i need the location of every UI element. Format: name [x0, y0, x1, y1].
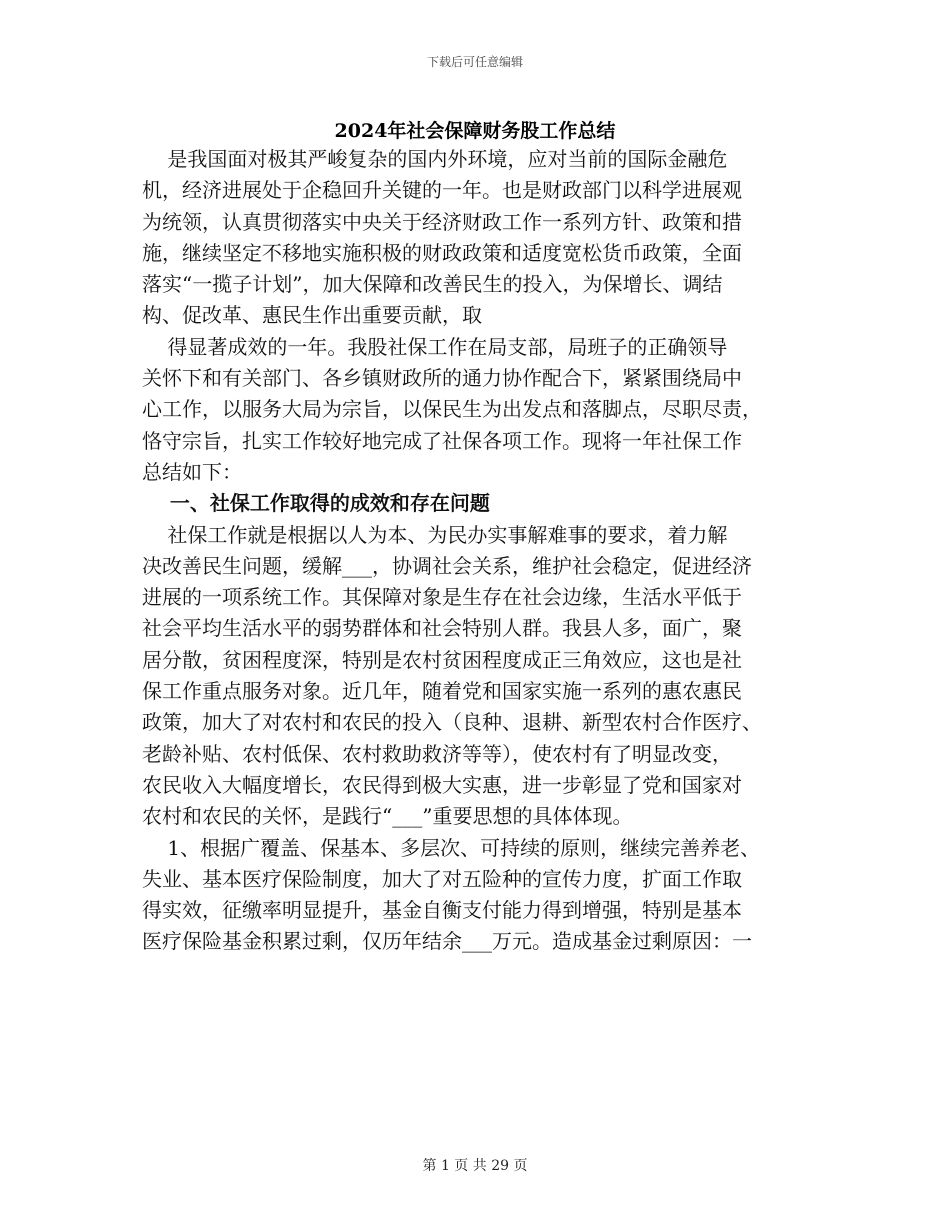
paragraph-intro: 是我国面对极其严峻复杂的国内外环境，应对当前的国际金融危 机，经济进展处于企稳回升关键的一年。也是财政部门以科学进展观 为统领，认真贯彻落实中央关于经济财政工作一系列方针、政策和措 施，继续坚定不移地实施积极的财政政策和适度宽松货币政策，全面 落实“一揽子计划”，加大保障和改善民生的投入，为保增长、调结 构、促改革、惠民生作出重要贡献，取: [142, 147, 742, 328]
paragraph-insurance: 1、根据广覆盖、保基本、多层次、可持续的原则，继续完善养老、 失业、基本医疗保险制度，加大了对五险种的宣传力度，扩面工作取 得实效，征缴率明显提升，基金自衡支付能力得到增强，特别是基本 医疗保险基金积累过剩，仅历年结余___万元。造成基金过剩原因：一: [142, 835, 761, 954]
document-title: 2024年社会保障财务股工作总结: [334, 120, 616, 142]
paragraph-achievements: 得显著成效的一年。我股社保工作在局支部，局班子的正确领导 关怀下和有关部门、各乡镇财政所的通力协作配合下，紧紧围绕局中 心工作，以服务大局为宗旨，以保民生为出发点和落脚点，尽职尽责， 恪守宗旨，扎实工作较好地完成了社保各项工作。现将一年社保工作 总结如下：: [142, 334, 762, 484]
header-note: 下载后可任意编辑: [426, 55, 523, 69]
section-heading: 一、社保工作取得的成效和存在问题: [142, 491, 490, 516]
document-body: [142, 144, 822, 958]
paragraph-social-security: 社保工作就是根据以人为本、为民办实事解难事的要求，着力解 决改善民生问题，缓解___，协调社会关系，维护社会稳定，促进经济 进展的一项系统工作。其保障对象是生存在社会边缘，生活水平低于 社会平均生活水平的弱势群体和社会特别人群。我县人多，面广，聚 居分散，贫困程度深，特别是农村贫困程度成正三角效应，这也是社 保工作重点服务对象。近几年，随着党和国家实施一系列的惠农惠民 政策，加大了对农村和农民的投入（良种、退耕、新型农村合作医疗、 老龄补贴、农村低保、农村救助救济等等），使农村有了明显改变， 农民收入大幅度增长，农民得到极大实惠，进一步彰显了党和国家对 农村和农民的关怀，是践行“___”重要思想的具体体现。: [142, 522, 762, 829]
page-number: 第 1 页 共 29 页: [422, 1158, 528, 1174]
